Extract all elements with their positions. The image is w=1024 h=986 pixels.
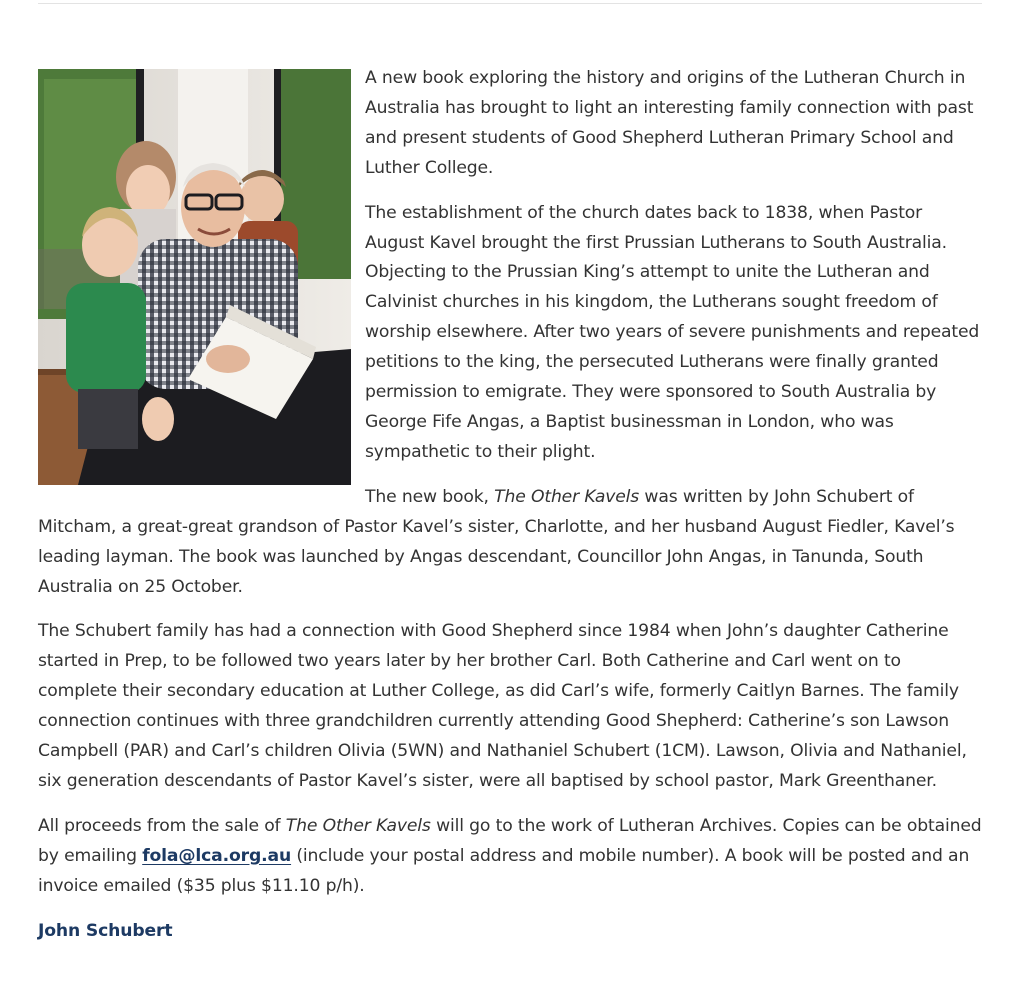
paragraph-intro: A new book exploring the history and origins of the Lutheran Church in Australia has brought to light an interesting family connection with past and present students of Good Shepherd Lutheran Primary School and Luther College. [365, 68, 974, 178]
proceeds-text-lead: All proceeds from the sale of [38, 815, 286, 836]
email-link[interactable]: fola@lca.org.au [142, 845, 292, 866]
article-body [38, 64, 982, 961]
paragraph-book [38, 483, 982, 603]
proceeds-text-end: (include your postal address and mobile number). A book will be posted and an invoice emailed ($35 plus $11.10 p/h). [38, 845, 970, 896]
book-title-repeat: The Other Kavels [285, 815, 431, 836]
proceeds-text-middle: will go to the work of Lutheran Archives. Copies can be obtained by emailing [38, 815, 982, 866]
book-signing-photo [38, 69, 351, 485]
paragraph-proceeds [38, 812, 982, 902]
author-name: John Schubert [38, 920, 173, 941]
paragraph-family: The Schubert family has had a connection with Good Shepherd since 1984 when John’s daughter Catherine started in Prep, to be followed two years later by her brother Carl. Both Catherine and Carl went on to complete their secondary education at Luther College, as did Carl’s wife, formerly Caitlyn Barnes. The family connection continues with three grandchildren currently attending Good Shepherd: Catherine’s son Lawson Campbell (PAR) and Carl’s children Olivia (5WN) and Nathaniel Schubert (1CM). Lawson, Olivia and Nathaniel, six generation descendants of Pastor Kavel’s sister, were all baptised by school pastor, Mark Greenthaner. [38, 621, 967, 791]
book-text-rest: was written by John Schubert of Mitcham, a great-great grandson of Pastor Kavel’s sister, Charlotte, and her husband August Fiedler, Kavel’s leading layman. The book was launched by Angas descendant, Councillor John Angas, in Tanunda, South Australia on 25 October. [38, 486, 955, 597]
paragraph-history: The establishment of the church dates back to 1838, when Pastor August Kavel brought the first Prussian Lutherans to South Australia. Objecting to the Prussian King’s attempt to unite the Lutheran and Calvinist churches in his kingdom, the Lutherans sought freedom of worship elsewhere. After two years of severe punishments and repeated petitions to the king, the persecuted Lutherans were finally granted permission to emigrate. They were sponsored to South Australia by George Fife Angas, a Baptist businessman in London, who was sympathetic to their plight. [365, 202, 980, 462]
book-text-lead: The new book, [365, 486, 495, 507]
book-title: The Other Kavels [494, 486, 640, 507]
top-divider [38, 3, 982, 4]
